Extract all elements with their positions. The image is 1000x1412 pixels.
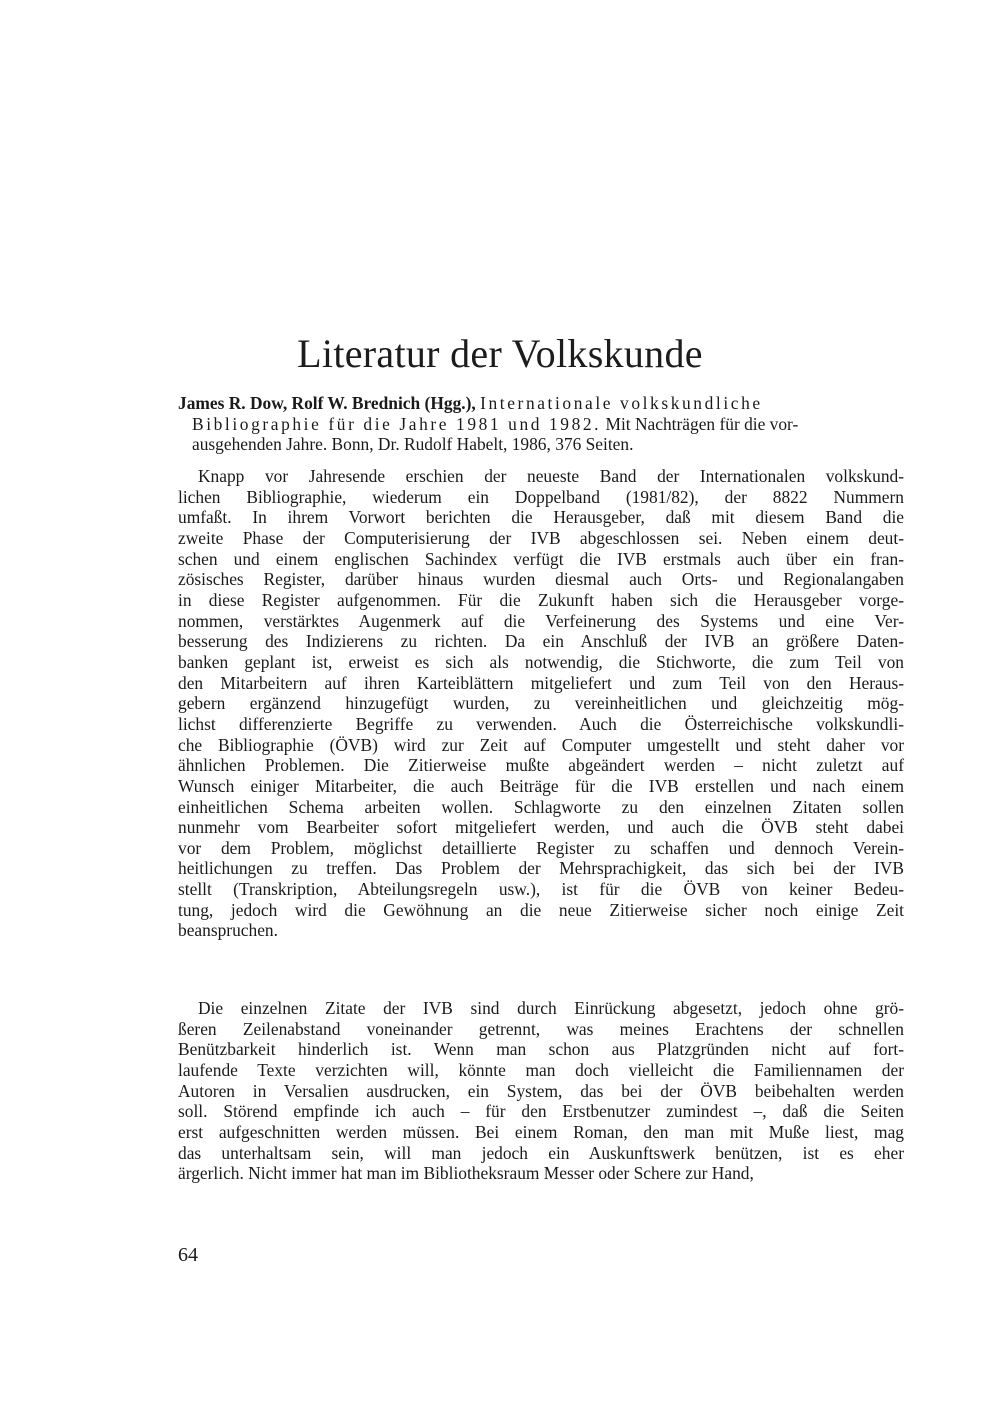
paragraph-line: ßeren Zeilenabstand voneinander getrennt, was meines Erachtens der schnellen bbox=[178, 1018, 904, 1039]
paragraph-line: umfaßt. In ihrem Vorwort berichten die Herausgeber, daß mit diesem Band die bbox=[178, 507, 904, 528]
citation-authors: James R. Dow, Rolf W. Brednich (Hgg.), bbox=[178, 393, 476, 413]
paragraph-line: banken geplant ist, erweist es sich als notwendig, die Stichworte, die zum Teil von bbox=[178, 651, 904, 672]
paragraph-line: soll. Störend empfinde ich auch – für den Erstbenutzer zumindest –, daß die Seiten bbox=[178, 1101, 904, 1122]
citation-line-2 bbox=[178, 414, 904, 435]
citation-line-1 bbox=[178, 393, 904, 414]
citation-title-part2: Bibliographie für die Jahre 1981 und 1982. bbox=[192, 413, 602, 434]
paragraph-1 bbox=[178, 466, 904, 941]
page-title: Literatur der Volkskunde bbox=[297, 331, 703, 376]
paragraph-line: beanspruchen. bbox=[178, 920, 278, 941]
citation-line-3: ausgehenden Jahre. Bonn, Dr. Rudolf Habelt, 1986, 376 Seiten. bbox=[192, 434, 634, 455]
paragraph-line: ärgerlich. Nicht immer hat man im Bibliotheksraum Messer oder Schere zur Hand, bbox=[178, 1163, 754, 1184]
paragraph-line: tung, jedoch wird die Gewöhnung an die neue Zitierweise sicher noch einige Zeit bbox=[178, 899, 904, 920]
paragraph-line: zösisches Register, darüber hinaus wurden diesmal auch Orts- und Regionalangaben bbox=[178, 569, 904, 590]
citation bbox=[178, 393, 904, 455]
paragraph-2 bbox=[178, 998, 904, 1184]
paragraph-line: heitlichungen zu treffen. Das Problem der Mehrsprachigkeit, das sich bei der IVB bbox=[178, 858, 904, 879]
paragraph-line: den Mitarbeitern auf ihren Karteiblättern mitgeliefert und zum Teil von den Heraus- bbox=[178, 672, 904, 693]
paragraph-line: Autoren in Versalien ausdrucken, ein System, das bei der ÖVB beibehalten werden bbox=[178, 1080, 904, 1101]
paragraph-line: Benützbarkeit hinderlich ist. Wenn man schon aus Platzgründen nicht auf fort- bbox=[178, 1039, 904, 1060]
paragraph-line: einheitlichen Schema arbeiten wollen. Schlagworte zu den einzelnen Zitaten sollen bbox=[178, 796, 904, 817]
paragraph-line: nunmehr vom Bearbeiter sofort mitgeliefert werden, und auch die ÖVB steht dabei bbox=[178, 817, 904, 838]
paragraph-line: zweite Phase der Computerisierung der IVB abgeschlossen sei. Neben einem deut- bbox=[178, 527, 904, 548]
paragraph-line: laufende Texte verzichten will, könnte man doch vielleicht die Familiennamen der bbox=[178, 1059, 904, 1080]
paragraph-line: besserung des Indizierens zu richten. Da ein Anschluß der IVB an größere Daten- bbox=[178, 631, 904, 652]
paragraph-line: in diese Register aufgenommen. Für die Zukunft haben sich die Herausgeber vorge- bbox=[178, 589, 904, 610]
paragraph-line: nommen, verstärktes Augenmerk auf die Verfeinerung des Systems und eine Ver- bbox=[178, 610, 904, 631]
paragraph-line: Wunsch einiger Mitarbeiter, die auch Beiträge für die IVB erstellen und nach einem bbox=[178, 775, 904, 796]
paragraph-line: che Bibliographie (ÖVB) wird zur Zeit auf Computer umgestellt und steht daher vor bbox=[178, 734, 904, 755]
paragraph-line: schen und einem englischen Sachindex verfügt die IVB erstmals auch über ein fran- bbox=[178, 548, 904, 569]
paragraph-line: stellt (Transkription, Abteilungsregeln usw.), ist für die ÖVB von keiner Bedeu- bbox=[178, 879, 904, 900]
paragraph-line: vor dem Problem, möglichst detaillierte Register zu schaffen und dennoch Verein- bbox=[178, 837, 904, 858]
paragraph-line: Die einzelnen Zitate der IVB sind durch Einrückung abgesetzt, jedoch ohne grö- bbox=[198, 998, 904, 1018]
page-number: 64 bbox=[178, 1244, 198, 1266]
paragraph-line: lichen Bibliographie, wiederum ein Doppelband (1981/82), der 8822 Nummern bbox=[178, 486, 904, 507]
paragraph-line: erst aufgeschnitten werden müssen. Bei einem Roman, den man mit Muße liest, mag bbox=[178, 1121, 904, 1142]
paragraph-line: das unterhaltsam sein, will man jedoch ein Auskunftswerk benützen, ist es eher bbox=[178, 1142, 904, 1163]
citation-title-part1: Internationale volkskundliche bbox=[480, 393, 763, 413]
paragraph-line: gebern ergänzend hinzugefügt wurden, zu vereinheitlichen und gleichzeitig mög- bbox=[178, 693, 904, 714]
paragraph-line: Knapp vor Jahresende erschien der neueste Band der Internationalen volkskund- bbox=[198, 466, 904, 486]
citation-supplement: Mit Nachträgen für die vor- bbox=[601, 413, 799, 434]
paragraph-line: ähnlichen Problemen. Die Zitierweise mußte abgeändert werden – nicht zuletzt auf bbox=[178, 755, 904, 776]
paragraph-line: lichst differenzierte Begriffe zu verwenden. Auch die Österreichische volkskundli- bbox=[178, 713, 904, 734]
